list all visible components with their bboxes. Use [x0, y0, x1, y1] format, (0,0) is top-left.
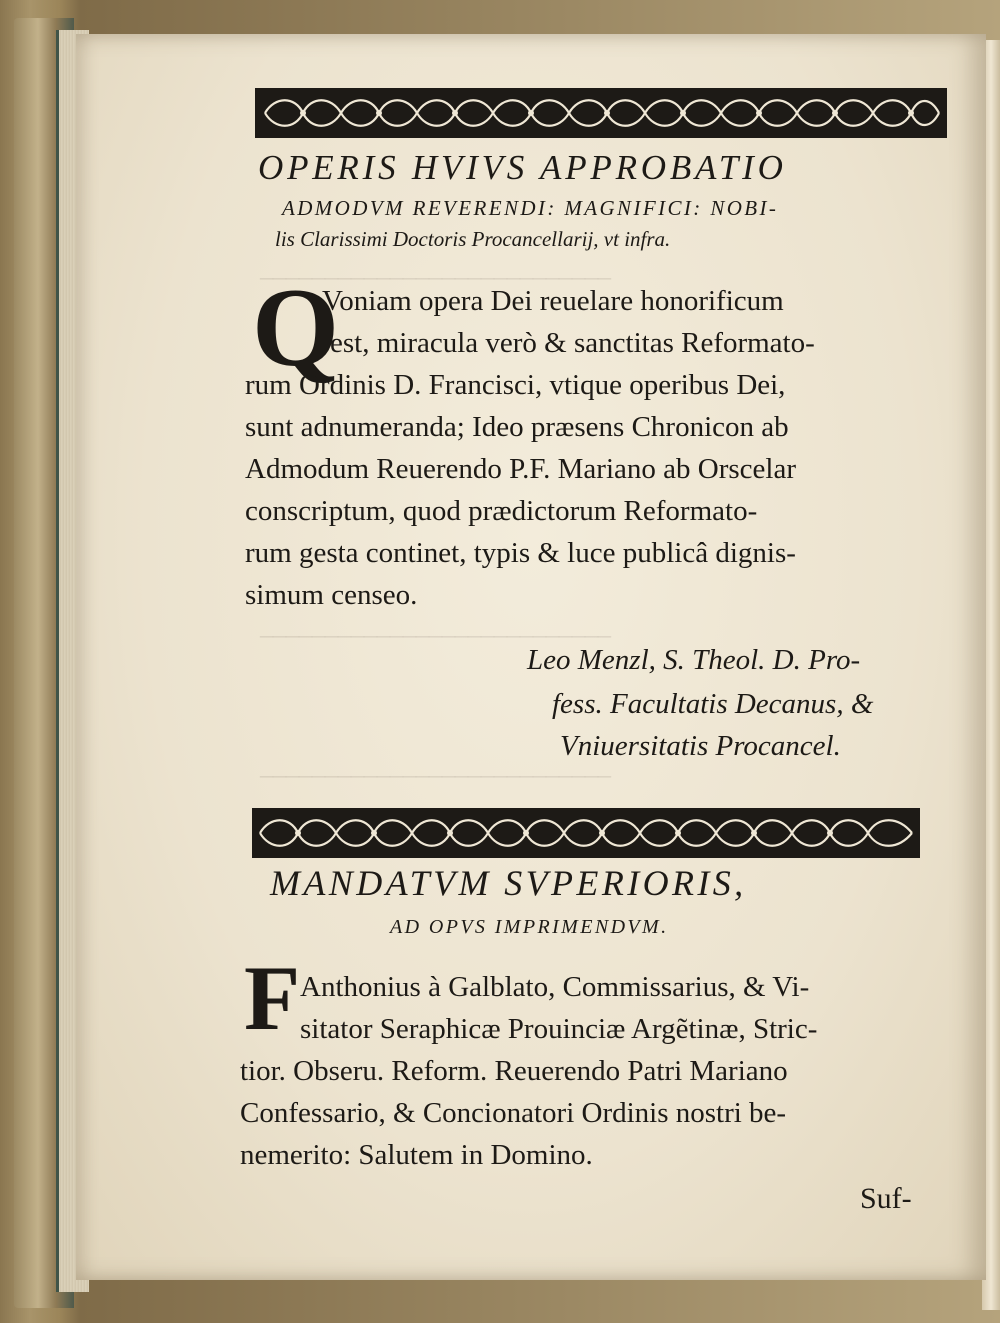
- approbatio-line: sunt adnumeranda; Ideo præsens Chronicon ab: [245, 411, 789, 443]
- approbatio-line: simum censeo.: [245, 579, 418, 611]
- approbatio-title: OPERIS HVIVS APPROBATIO: [258, 148, 787, 187]
- approbatio-line: Admodum Reuerendo P.F. Mariano ab Orscelar: [245, 453, 796, 485]
- approbatio-line: rum Ordinis D. Francisci, vtique operibus Dei,: [245, 369, 786, 401]
- bleed-through-text: ‒‒‒‒‒‒‒‒‒‒‒‒‒‒‒‒‒‒‒‒‒‒‒‒‒‒‒: [260, 620, 611, 649]
- approbatio-line: conscriptum, quod prædictorum Reformato-: [245, 495, 758, 527]
- mandatum-line: nemerito: Salutem in Domino.: [240, 1139, 593, 1171]
- catchword: Suf-: [860, 1182, 912, 1215]
- drop-cap: F: [244, 947, 301, 1049]
- approbatio-line: Voniam opera Dei reuelare honorificum: [322, 285, 784, 317]
- mandatum-line: sitator Seraphicæ Prouinciæ Argẽtinæ, Stric-: [300, 1013, 818, 1045]
- approbatio-line: rum gesta continet, typis & luce publicâ dignis-: [245, 537, 796, 569]
- signature-line: Leo Menzl, S. Theol. D. Pro-: [527, 644, 861, 676]
- approbatio-line: est, miracula verò & sanctitas Reformato-: [330, 327, 815, 359]
- approbatio-subtitle: ADMODVM REVERENDI: MAGNIFICI: NOBI-: [282, 196, 779, 220]
- drop-cap: Q: [252, 266, 340, 390]
- bleed-through-text: ‒‒‒‒‒‒‒‒‒‒‒‒‒‒‒‒‒‒‒‒‒‒‒‒‒‒‒: [260, 760, 611, 789]
- signature-line: fess. Facultatis Decanus, &: [552, 688, 874, 720]
- middle-ornament-band: [252, 808, 920, 848]
- approbatio-subtitle-2: lis Clarissimi Doctoris Procancellarij, vt infra.: [275, 227, 671, 251]
- signature-line: Vniuersitatis Procancel.: [560, 730, 841, 762]
- top-ornament-band: [255, 88, 947, 128]
- mandatum-line: tior. Obseru. Reform. Reuerendo Patri Mariano: [240, 1055, 788, 1087]
- mandatum-line: Anthonius à Galblato, Commissarius, & Vi-: [300, 971, 810, 1003]
- mandatum-subtitle: AD OPVS IMPRIMENDVM.: [390, 916, 669, 938]
- bleed-through-text: ‒‒‒‒‒‒‒‒‒‒‒‒‒‒‒‒‒‒‒‒‒‒‒‒‒‒‒: [260, 262, 611, 291]
- mandatum-title: MANDATVM SVPERIORIS,: [270, 863, 747, 903]
- mandatum-line: Confessario, & Concionatori Ordinis nostri be-: [240, 1097, 787, 1129]
